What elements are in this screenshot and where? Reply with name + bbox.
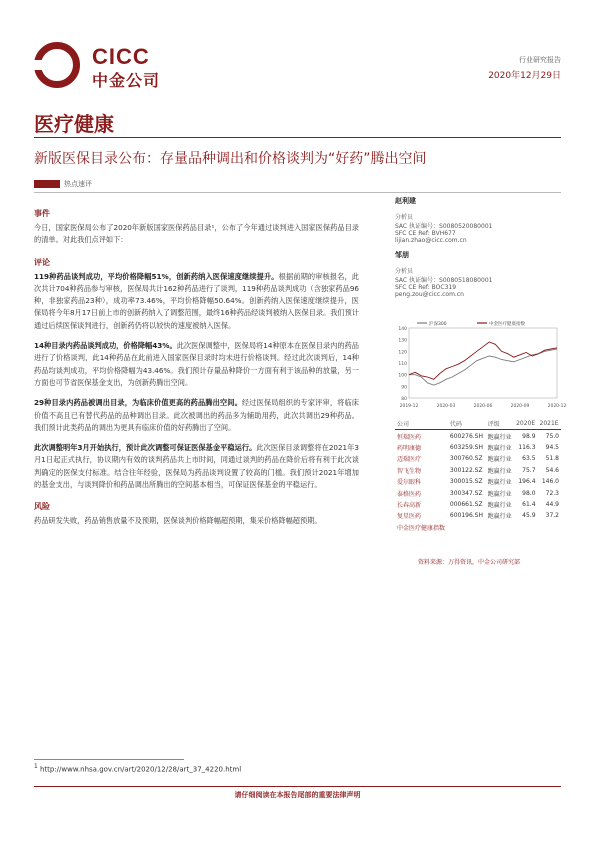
report-tag: 热点速评 — [64, 180, 92, 188]
table-cell: 37.2 — [545, 512, 559, 520]
y-tick-label: 140 — [398, 327, 407, 332]
report-date: 2020年12月29日 — [488, 71, 561, 81]
paragraph-lead: 14种目录内药品谈判成功，价格降幅43%。 — [34, 341, 177, 351]
table-cell: 300347.SZ — [449, 489, 483, 497]
table-cell: 116.3 — [518, 443, 536, 451]
table-header-cell: 评级 — [486, 418, 514, 430]
table-cell: 54.6 — [545, 466, 559, 474]
table-cell: 跑赢行业 — [487, 456, 512, 464]
paragraph-text: 经过医保局组织的专家评审，将临床价值不高且已有替代药品的品种调出目录。此次被调出的药品多为辅助用药，此次共调出29种药品。我们预计此类药品的调出为更具有临床价值的好药腾出了空间。 — [34, 398, 359, 432]
legal-disclaimer: 请仔细阅读在本报告尾部的重要法律声明 — [234, 791, 361, 799]
section-heading: 事件 — [34, 209, 50, 218]
y-tick-label: 120 — [398, 350, 407, 356]
table-cell: 98.9 — [522, 432, 536, 440]
table-row — [395, 453, 561, 464]
table-row — [395, 430, 561, 442]
risk-section — [34, 501, 359, 527]
tag-marker — [34, 180, 60, 188]
series-line — [409, 349, 557, 385]
stock-valuation-table — [395, 418, 561, 533]
table-cell: 600276.SH — [449, 432, 484, 440]
table-cell: 跑赢行业 — [487, 513, 512, 521]
table-row — [395, 487, 561, 498]
table-cell: 000661.SZ — [449, 500, 483, 508]
table-cell: 300015.SZ — [449, 478, 483, 486]
analyst-sac: SAC 执证编号：S0080520080001 — [395, 223, 493, 230]
table-cell: 恒瑞医药 — [397, 433, 422, 441]
table-cell: 智飞生物 — [397, 467, 422, 475]
series-line — [409, 342, 557, 379]
table-header-cell: 2020E — [514, 418, 537, 430]
legend-label: 中金医疗健康指数 — [489, 322, 525, 327]
table-row — [395, 499, 561, 510]
table-row — [395, 442, 561, 453]
table-cell: 98.0 — [522, 489, 536, 497]
analyst-name: 赵利建 — [395, 197, 416, 205]
table-cell: 94.5 — [545, 443, 559, 451]
main-body — [34, 208, 359, 528]
table-header-row — [395, 418, 561, 430]
y-tick-label: 130 — [398, 338, 407, 344]
table-cell: 复星医药 — [397, 513, 422, 521]
paragraph — [34, 222, 359, 247]
table-cell: 61.4 — [522, 500, 536, 508]
paragraph — [34, 515, 359, 527]
footnote-link[interactable]: http://www.nhsa.gov.cn/art/2020/12/28/art_37_4220.html — [39, 765, 242, 774]
section-divider — [34, 192, 561, 193]
footnote-mark: 1 — [34, 764, 38, 770]
table-cell — [538, 522, 561, 533]
table-row — [395, 465, 561, 476]
analyst-sfc: SFC CE Ref: BVH677 — [395, 230, 456, 237]
report-headline: 新版医保目录公布：存量品种调出和价格谈判为“好药”腾出空间 — [34, 151, 427, 167]
legend-label: 沪深300 — [429, 322, 447, 327]
table-cell: 爱尔眼科 — [397, 479, 422, 487]
table-cell: 196.4 — [518, 478, 536, 486]
table-cell: 600196.SH — [449, 512, 484, 520]
x-tick-label: 2020-03 — [436, 404, 456, 409]
table-cell: 跑赢行业 — [487, 479, 512, 487]
table-cell: 跑赢行业 — [487, 467, 512, 475]
paragraph-text: 根据前期的审核报名，此次共计704种药品参与审核，医保局共计162种药品进行了谈判，119种药品谈判成功（含独家药品96种，非独家药品23种），成功率73.46%，平均价格降幅50.64%。创新药纳入医保速度继续提升，医保局将今年8月17日前上市的创新药纳入了调整范围，最终16种药品经谈判被纳入医保目录。我们预计通过后续医保谈判进行，创新药仍将以较快的速度被纳入医保。 — [34, 271, 359, 330]
table-cell: 75.0 — [545, 432, 559, 440]
paragraph — [34, 397, 359, 434]
analyst-email[interactable]: peng.zou@cicc.com.cn — [395, 291, 464, 298]
paragraph-text: 此次医保调整中，医保局将14种原本在医保目录内的药品进行了价格谈判，此14种药品在此前进入国家医保目录时均未进行价格谈判。经过此次谈判后，14种药品均谈判成功，平均价格降幅为43.46%。我们预计存量品种降价一方面有利于该品种的放量，另一方面也可节省医保基金支出，为创新药腾出空间。 — [34, 341, 359, 387]
section-heading: 评论 — [34, 257, 50, 267]
x-tick-label: 2020-12 — [547, 404, 567, 409]
table-header-cell: 代码 — [448, 418, 486, 430]
analyst-sfc: SFC CE Ref: BOC319 — [395, 284, 457, 291]
cicc-logo-mark — [34, 42, 80, 88]
table-row — [395, 510, 561, 521]
y-tick-label: 90 — [401, 385, 407, 391]
table-cell — [448, 522, 486, 533]
paragraph-text: 此次医保目录调整将在2021年3月1日起正式执行，协议期内有效的谈判药品共上市时间，同通过谈判的药品在降价后将有利于此次谈判确定的医保支付标准。结合往年经验，医保局为药品谈判设置了较高的门槛。我们预计2021年增加的基金支出，与谈判降价和药品调出所腾出的空间基本相当，可保证医保基金的平稳运行。 — [34, 443, 359, 490]
index-line-chart — [395, 316, 567, 412]
brand-cn: 中金公司 — [92, 71, 161, 90]
table-cell: 44.9 — [545, 500, 559, 508]
table-cell: 跑赢行业 — [487, 501, 512, 509]
plot-frame — [409, 328, 557, 398]
table-header-cell: 2021E — [538, 418, 561, 430]
analyst-card — [395, 250, 561, 298]
table-cell: 300760.SZ — [449, 455, 483, 463]
table-cell — [514, 522, 537, 533]
paragraph — [34, 340, 359, 389]
stock-table — [395, 418, 561, 533]
analyst-email[interactable]: lijian.zhao@cicc.com.cn — [395, 237, 467, 244]
source-note: 资料来源：万得资讯，中金公司研究部 — [418, 559, 521, 566]
table-cell: 跑赢行业 — [487, 444, 512, 452]
paragraph-text: 药品研发失败，药品销售放量不及预期，医保谈判价格降幅超预期，集采价格降幅超预期。 — [34, 516, 322, 526]
paragraph — [34, 271, 359, 332]
table-cell: 泰格医药 — [397, 490, 422, 498]
table-cell: 603259.SH — [449, 443, 484, 451]
paragraph — [34, 442, 359, 491]
table-cell: 300122.SZ — [449, 466, 483, 474]
table-cell: 75.7 — [522, 466, 536, 474]
footnote-divider — [34, 759, 184, 760]
footer-divider — [34, 786, 561, 787]
comment-section — [34, 257, 359, 492]
footnote — [34, 764, 241, 773]
analyst-name: 邹朋 — [395, 251, 409, 259]
title-divider — [34, 137, 561, 138]
table-cell: 中金医疗健康指数 — [397, 524, 446, 532]
report-type: 行业研究报告 — [519, 56, 561, 64]
paragraph-lead: 29种目录内药品被调出目录，为临床价值更高的药品腾出空间。 — [34, 398, 242, 408]
section-heading: 风险 — [34, 502, 50, 512]
table-cell: 45.9 — [522, 512, 536, 520]
table-cell: 跑赢行业 — [487, 490, 512, 498]
analyst-role: 分析员 — [395, 268, 414, 275]
table-row — [395, 476, 561, 487]
y-tick-label: 100 — [398, 373, 407, 379]
table-cell: 跑赢行业 — [487, 433, 512, 441]
event-section — [34, 208, 359, 247]
table-cell: 迈瑞医疗 — [397, 456, 422, 464]
sector-title: 医疗健康 — [34, 112, 114, 136]
table-cell: 药明康德 — [397, 444, 422, 452]
paragraph-text: 今日，国家医保局公布了2020年新版国家医保药品目录¹，公布了今年通过谈判进入国家医保药品目录的清单。对此我们点评如下： — [34, 223, 359, 245]
paragraph-lead: 119种药品谈判成功，平均价格降幅51%，创新药纳入医保速度继续提升。 — [34, 271, 279, 281]
analyst-role: 分析员 — [395, 214, 414, 221]
y-tick-label: 80 — [401, 397, 407, 402]
table-cell: 51.8 — [545, 455, 559, 463]
table-cell: 146.0 — [541, 478, 559, 486]
table-cell: 长春高新 — [397, 501, 422, 509]
x-tick-label: 2020-06 — [473, 404, 493, 409]
table-cell: 72.3 — [545, 489, 559, 497]
x-tick-label: 2019-12 — [399, 404, 419, 409]
paragraph-lead: 此次调整明年3月开始执行，预计此次调整可保证医保基金平稳运行。 — [34, 443, 257, 453]
analyst-card — [395, 196, 561, 244]
brand-en: CICC — [92, 44, 150, 69]
table-cell: 63.5 — [522, 455, 536, 463]
analyst-sac: SAC 执证编号：S0080518080001 — [395, 277, 493, 284]
index-chart — [395, 316, 567, 412]
y-tick-label: 110 — [398, 362, 407, 367]
table-header-cell: 公司 — [395, 418, 448, 430]
table-cell — [486, 522, 514, 533]
table-row — [395, 522, 561, 533]
x-tick-label: 2020-09 — [510, 404, 530, 409]
